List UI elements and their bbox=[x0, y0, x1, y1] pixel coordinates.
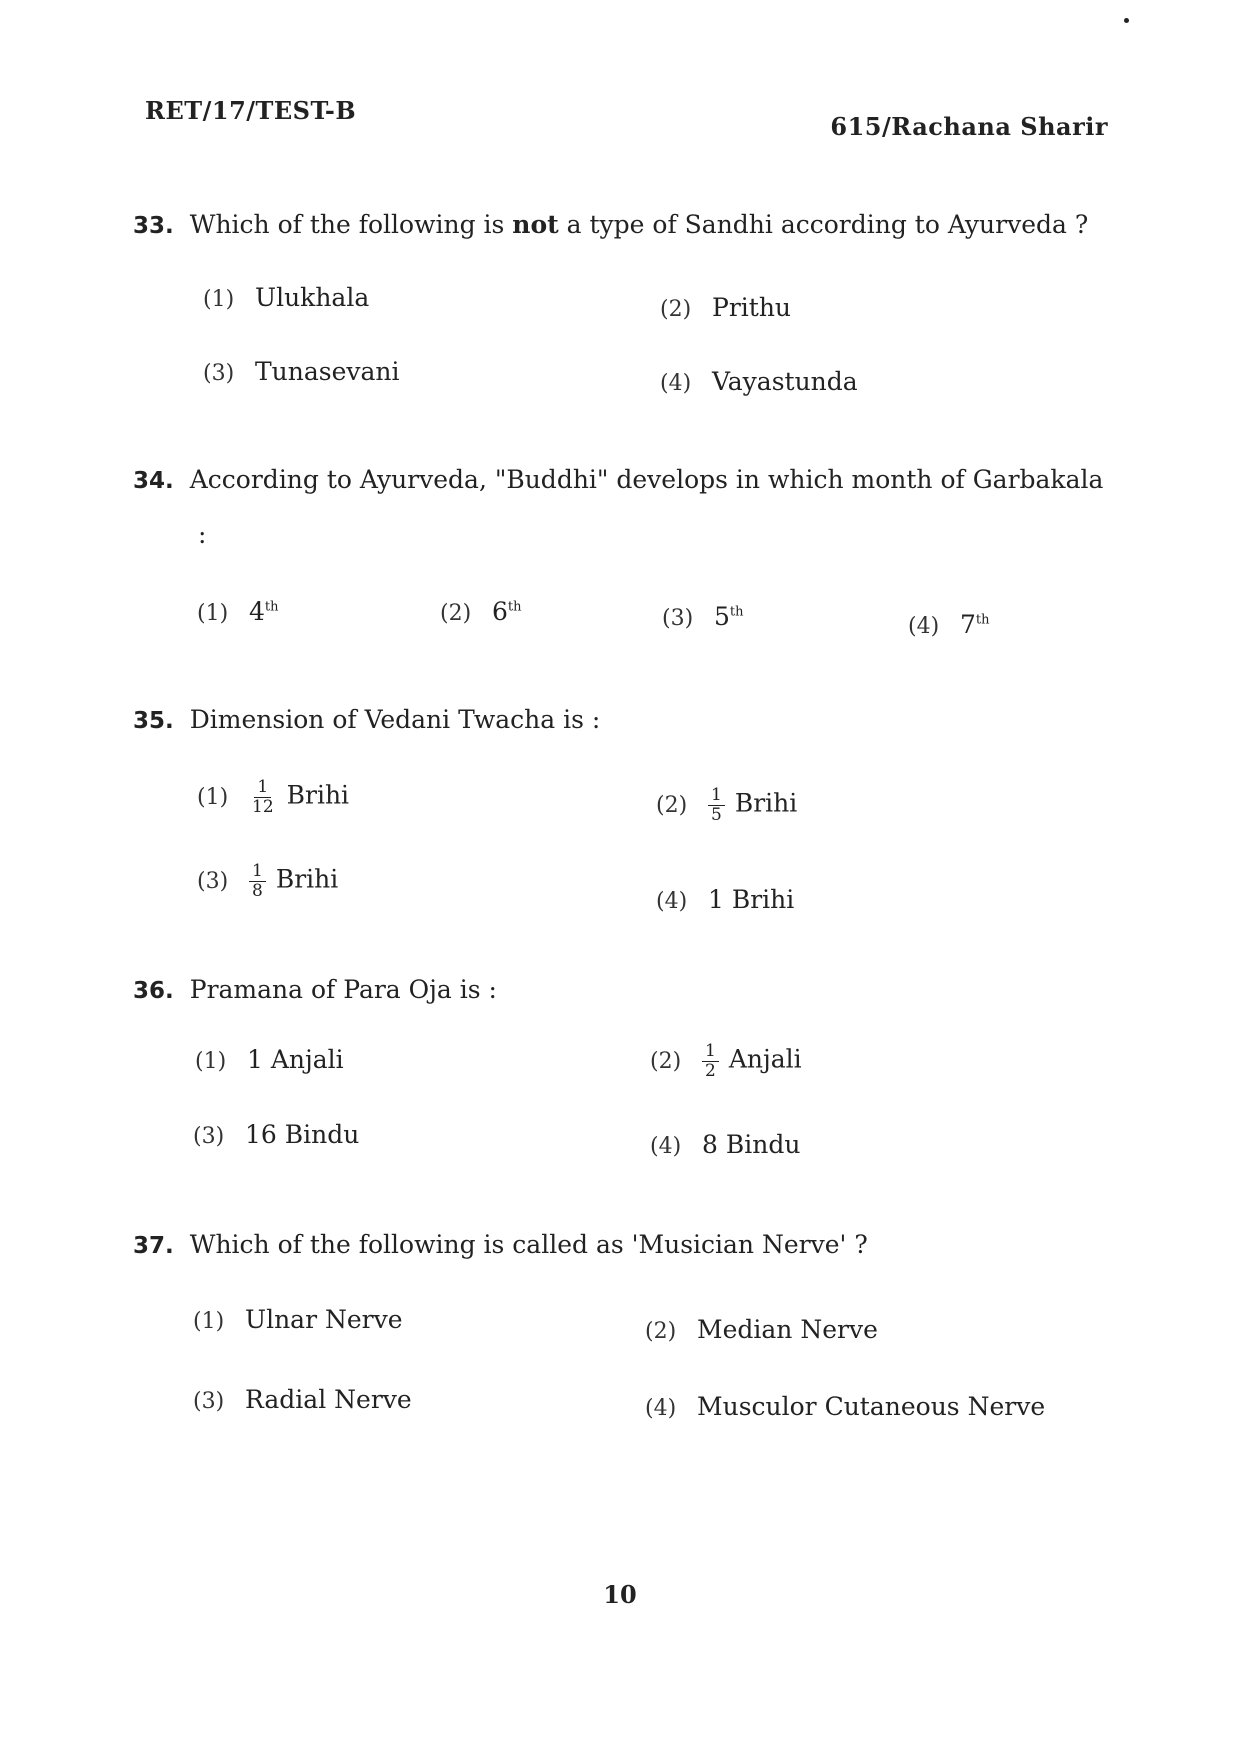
option: (4) 1 Brihi bbox=[656, 885, 795, 914]
subject-title: 615/Rachana Sharir bbox=[830, 112, 1108, 141]
exam-code: RET/17/TEST-B bbox=[145, 96, 357, 125]
question-continuation: : bbox=[198, 520, 207, 549]
question-text: Which of the following is bbox=[189, 210, 513, 239]
option: (1) $\frac{1}{12}$ Brihi bbox=[197, 777, 350, 817]
question-37 bbox=[133, 1230, 868, 1259]
option: (4) Vayastunda bbox=[660, 367, 858, 396]
question-text: According to Ayurveda, "Buddhi" develops in which month of Garbakala bbox=[189, 465, 1104, 494]
option: (3) 16 Bindu bbox=[193, 1120, 360, 1149]
fraction: $\frac{1}{2}$ bbox=[702, 1042, 719, 1080]
option: (1) 1 Anjali bbox=[195, 1045, 344, 1074]
question-number: 37. bbox=[133, 1233, 174, 1259]
question-34 bbox=[133, 465, 1103, 494]
option: (2) Median Nerve bbox=[645, 1315, 878, 1344]
question-text: a type of Sandhi according to Ayurveda ? bbox=[558, 210, 1089, 239]
option: (3) 5th bbox=[662, 602, 744, 631]
fraction: $\frac{1}{12}$ bbox=[252, 777, 274, 817]
option: (2) Prithu bbox=[660, 293, 792, 322]
option: (4) 8 Bindu bbox=[650, 1130, 801, 1159]
option: (1) 4th bbox=[197, 597, 279, 626]
option: (3) Tunasevani bbox=[203, 357, 400, 386]
page-number: 10 bbox=[603, 1580, 637, 1609]
option: (4) 7th bbox=[908, 610, 990, 639]
option: (1) Ulnar Nerve bbox=[193, 1305, 403, 1334]
question-text: Pramana of Para Oja is : bbox=[189, 975, 497, 1004]
option: (3) Radial Nerve bbox=[193, 1385, 412, 1414]
question-35 bbox=[133, 705, 600, 734]
option: (2) $\frac{1}{2}$ Anjali bbox=[650, 1041, 802, 1081]
option: (1) Ulukhala bbox=[203, 283, 370, 312]
question-number: 34. bbox=[133, 468, 174, 494]
scan-dot bbox=[1124, 18, 1129, 23]
question-33 bbox=[133, 210, 1088, 239]
question-number: 35. bbox=[133, 708, 174, 734]
fraction: $\frac{1}{8}$ bbox=[249, 862, 266, 900]
option: (2) 6th bbox=[440, 597, 522, 626]
fraction: $\frac{1}{5}$ bbox=[708, 786, 725, 824]
question-36 bbox=[133, 975, 497, 1004]
option: (3) $\frac{1}{8}$ Brihi bbox=[197, 861, 339, 901]
question-text: Dimension of Vedani Twacha is : bbox=[189, 705, 601, 734]
question-number: 33. bbox=[133, 213, 174, 239]
question-number: 36. bbox=[133, 978, 174, 1004]
question-text-bold: not bbox=[512, 210, 559, 239]
question-text: Which of the following is called as 'Musician Nerve' ? bbox=[189, 1230, 868, 1259]
option: (4) Musculor Cutaneous Nerve bbox=[645, 1392, 1046, 1421]
option: (2) $\frac{1}{5}$ Brihi bbox=[656, 785, 798, 825]
